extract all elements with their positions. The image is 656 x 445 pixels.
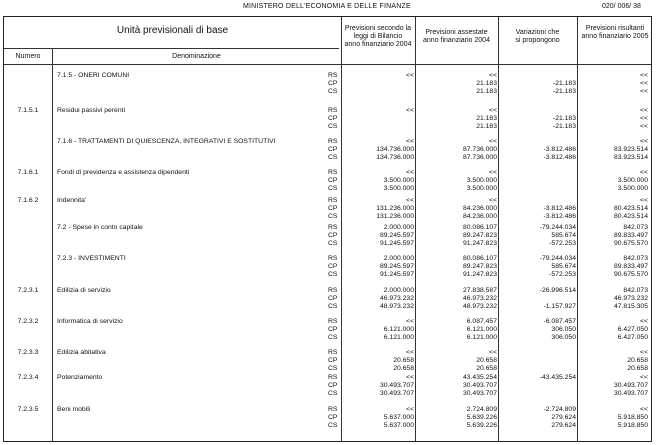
divider: [4, 48, 339, 49]
value-cell: 21.183: [476, 80, 497, 87]
value-cell: 6.121.000: [383, 334, 414, 341]
col-header-line: Previsioni risultanti: [585, 25, 645, 32]
value-cell: 48.973.232: [462, 303, 497, 310]
cp-label: CP: [328, 232, 338, 239]
value-cell: -572.253: [549, 240, 576, 247]
value-cell: <<: [640, 107, 648, 114]
unita-header: Unità previsionali di base: [116, 25, 229, 36]
col-previsioni-legge: [341, 25, 415, 49]
row-denomination: Edilizia di servizio: [57, 287, 111, 294]
value-cell: 30.493.707: [613, 382, 648, 389]
value-cell: 91.245.597: [379, 240, 414, 247]
value-cell: 89.247.823: [462, 232, 497, 239]
value-cell: <<: [489, 107, 497, 114]
value-cell: 5.639.226: [466, 422, 497, 429]
numero-header: Numero: [15, 53, 41, 60]
value-cell: 5.639.226: [466, 414, 497, 421]
row-denomination: Beni mobili: [57, 406, 91, 413]
value-cell: 2.000.000: [383, 255, 414, 262]
rs-label: RS: [328, 224, 338, 231]
value-cell: <<: [406, 318, 414, 325]
value-cell: 30.493.707: [462, 382, 497, 389]
value-cell: 5.918.850: [617, 414, 648, 421]
value-cell: 84.236.000: [462, 213, 497, 220]
value-cell: 89.245.597: [379, 263, 414, 270]
value-cell: 131.236.000: [376, 205, 414, 212]
cs-label: CS: [328, 390, 338, 397]
divider: [415, 17, 416, 441]
cs-label: CS: [328, 88, 338, 95]
rs-label: RS: [328, 287, 338, 294]
row-number: 7.2.3.3: [17, 349, 39, 356]
value-cell: 89.247.823: [462, 263, 497, 270]
value-cell: 30.493.707: [462, 390, 497, 397]
value-cell: 87.736.000: [462, 146, 497, 153]
value-cell: -1.157.927: [543, 303, 576, 310]
value-cell: 20.658: [627, 365, 648, 372]
value-cell: 20.658: [476, 357, 497, 364]
row-denomination: Edilizia abitativa: [57, 349, 106, 356]
cp-label: CP: [328, 146, 338, 153]
col-header-line: anno finanziario 2004: [344, 41, 412, 48]
ministry-title: MINISTERO DELL'ECONOMIA E DELLE FINANZE: [243, 3, 411, 10]
value-cell: 46.973.232: [613, 295, 648, 302]
value-cell: <<: [640, 169, 648, 176]
value-cell: -21.183: [552, 80, 576, 87]
cp-label: CP: [328, 414, 338, 421]
col-header-line: Variazioni che: [515, 29, 560, 36]
value-cell: 20.658: [627, 357, 648, 364]
value-cell: 5.918.850: [617, 422, 648, 429]
row-number: 7.2.3.1: [17, 287, 39, 294]
value-cell: 842.073: [623, 255, 648, 262]
value-cell: 91.247.823: [462, 271, 497, 278]
value-cell: <<: [640, 197, 648, 204]
value-cell: 80.423.514: [613, 205, 648, 212]
rs-label: RS: [328, 406, 338, 413]
value-cell: 6.087.457: [466, 318, 497, 325]
col-previsioni-assestate: [415, 29, 498, 45]
rs-label: RS: [328, 374, 338, 381]
divider: [52, 48, 53, 441]
row-number: 7.2.3.4: [17, 374, 39, 381]
value-cell: 30.493.707: [613, 390, 648, 397]
col-header-line: si propongono: [515, 37, 560, 44]
value-cell: -3.812.486: [543, 154, 576, 161]
row-denomination: Potenziamento: [57, 374, 103, 381]
value-cell: <<: [489, 197, 497, 204]
divider: [577, 17, 578, 441]
value-cell: 306.050: [551, 326, 576, 333]
value-cell: 27.838.587: [462, 287, 497, 294]
value-cell: -3.812.486: [543, 213, 576, 220]
value-cell: <<: [489, 138, 497, 145]
value-cell: 6.121.000: [466, 326, 497, 333]
col-header-line: anno finanziario 2004: [423, 37, 490, 44]
value-cell: 585.674: [551, 263, 576, 270]
value-cell: -21.183: [552, 88, 576, 95]
cp-label: CP: [328, 295, 338, 302]
rs-label: RS: [328, 255, 338, 262]
cs-label: CS: [328, 334, 338, 341]
value-cell: 20.658: [393, 365, 414, 372]
value-cell: <<: [406, 169, 414, 176]
col-variazioni: [498, 29, 577, 45]
cs-label: CS: [328, 271, 338, 278]
value-cell: <<: [406, 72, 414, 79]
row-number: 7.1.6.1: [17, 169, 39, 176]
value-cell: 6.121.000: [466, 334, 497, 341]
value-cell: 91.247.823: [462, 240, 497, 247]
value-cell: <<: [640, 349, 648, 356]
row-denomination: Informatica di servizio: [57, 318, 123, 325]
value-cell: 46.973.232: [462, 295, 497, 302]
budget-table: [3, 16, 652, 442]
row-denomination: 7.1.6 - TRATTAMENTI DI QUIESCENZA, INTEGRATIVI E SOSTITUTIVI: [57, 138, 276, 145]
page-header: [0, 3, 656, 15]
value-cell: <<: [640, 72, 648, 79]
value-cell: <<: [406, 197, 414, 204]
cs-label: CS: [328, 240, 338, 247]
value-cell: 279.624: [551, 414, 576, 421]
row-number: 7.1.5.1: [17, 107, 39, 114]
value-cell: 89.833.497: [613, 232, 648, 239]
value-cell: -21.183: [552, 115, 576, 122]
value-cell: 306.050: [551, 334, 576, 341]
value-cell: <<: [406, 138, 414, 145]
value-cell: 3.500.000: [383, 177, 414, 184]
value-cell: 90.675.570: [613, 240, 648, 247]
value-cell: -6.087.457: [543, 318, 576, 325]
value-cell: 84.236.000: [462, 205, 497, 212]
value-cell: 134.736.000: [376, 146, 414, 153]
value-cell: 80.086.107: [462, 224, 497, 231]
row-number: 7.1.6.2: [17, 197, 39, 204]
value-cell: 30.493.707: [379, 382, 414, 389]
cp-label: CP: [328, 115, 338, 122]
cs-label: CS: [328, 213, 338, 220]
rs-label: RS: [328, 349, 338, 356]
value-cell: <<: [489, 72, 497, 79]
value-cell: 87.736.000: [462, 154, 497, 161]
col-previsioni-risultanti: [577, 25, 653, 41]
value-cell: <<: [640, 80, 648, 87]
value-cell: <<: [406, 374, 414, 381]
value-cell: 279.624: [551, 422, 576, 429]
value-cell: 6.427.050: [617, 334, 648, 341]
cp-label: CP: [328, 205, 338, 212]
value-cell: 6.121.000: [383, 326, 414, 333]
col-header-line: anno finanziario 2005: [581, 33, 649, 40]
value-cell: 21.183: [476, 123, 497, 130]
value-cell: 80.086.107: [462, 255, 497, 262]
value-cell: 89.245.597: [379, 232, 414, 239]
value-cell: 90.675.570: [613, 271, 648, 278]
row-denomination: 7.2.3 - INVESTIMENTI: [57, 255, 126, 262]
value-cell: 80.423.514: [613, 213, 648, 220]
value-cell: 842.073: [623, 287, 648, 294]
cp-label: CP: [328, 357, 338, 364]
rs-label: RS: [328, 138, 338, 145]
value-cell: -79.244.034: [539, 255, 576, 262]
value-cell: 43.435.254: [462, 374, 497, 381]
value-cell: <<: [406, 107, 414, 114]
value-cell: 5.637.000: [383, 422, 414, 429]
value-cell: -3.812.486: [543, 205, 576, 212]
value-cell: <<: [640, 115, 648, 122]
value-cell: <<: [489, 169, 497, 176]
value-cell: 30.493.707: [379, 390, 414, 397]
value-cell: <<: [406, 406, 414, 413]
rs-label: RS: [328, 107, 338, 114]
cp-label: CP: [328, 382, 338, 389]
value-cell: -79.244.034: [539, 224, 576, 231]
page-code: 020/ 006/ 38: [602, 3, 641, 10]
row-denomination: Residui passivi perenti: [57, 107, 126, 114]
cs-label: CS: [328, 123, 338, 130]
value-cell: 3.500.000: [617, 185, 648, 192]
row-denomination: 7.1.5 - ONERI COMUNI: [57, 72, 130, 79]
cs-label: CS: [328, 365, 338, 372]
value-cell: <<: [640, 88, 648, 95]
value-cell: 47.815.305: [613, 303, 648, 310]
value-cell: 3.500.000: [617, 177, 648, 184]
row-denomination: Indennita': [57, 197, 87, 204]
value-cell: 585.674: [551, 232, 576, 239]
cp-label: CP: [328, 326, 338, 333]
value-cell: 89.833.497: [613, 263, 648, 270]
value-cell: <<: [640, 318, 648, 325]
value-cell: 3.500.000: [466, 185, 497, 192]
value-cell: <<: [406, 349, 414, 356]
rs-label: RS: [328, 72, 338, 79]
value-cell: 842.073: [623, 224, 648, 231]
value-cell: <<: [640, 374, 648, 381]
value-cell: 20.658: [476, 365, 497, 372]
cs-label: CS: [328, 185, 338, 192]
value-cell: 20.658: [393, 357, 414, 364]
value-cell: 83.923.514: [613, 154, 648, 161]
cp-label: CP: [328, 263, 338, 270]
cp-label: CP: [328, 177, 338, 184]
rs-label: RS: [328, 197, 338, 204]
cs-label: CS: [328, 303, 338, 310]
value-cell: 48.973.232: [379, 303, 414, 310]
divider: [4, 64, 651, 65]
value-cell: 21.183: [476, 115, 497, 122]
value-cell: 6.427.050: [617, 326, 648, 333]
row-denomination: Fondi di previdenza e assistenza dipendenti: [57, 169, 190, 176]
value-cell: 46.973.232: [379, 295, 414, 302]
value-cell: 83.923.514: [613, 146, 648, 153]
value-cell: <<: [489, 349, 497, 356]
col-header-line: Previsioni secondo la: [344, 25, 412, 32]
value-cell: -21.183: [552, 123, 576, 130]
value-cell: <<: [640, 123, 648, 130]
cs-label: CS: [328, 422, 338, 429]
col-header-line: leggi di Bilancio: [353, 33, 403, 40]
value-cell: 2.724.809: [466, 406, 497, 413]
rs-label: RS: [328, 169, 338, 176]
cp-label: CP: [328, 80, 338, 87]
value-cell: 2.000.000: [383, 287, 414, 294]
value-cell: <<: [640, 406, 648, 413]
value-cell: 21.183: [476, 88, 497, 95]
value-cell: -43.435.254: [539, 374, 576, 381]
value-cell: <<: [640, 138, 648, 145]
row-number: 7.2.3.2: [17, 318, 39, 325]
value-cell: 91.245.597: [379, 271, 414, 278]
divider: [498, 17, 499, 441]
denominazione-header: Denominazione: [172, 53, 221, 60]
value-cell: 2.000.000: [383, 224, 414, 231]
row-denomination: 7.2 - Spese in conto capitale: [57, 224, 143, 231]
value-cell: -3.812.486: [543, 146, 576, 153]
col-header-line: Previsioni assestate: [425, 29, 488, 36]
value-cell: 3.500.000: [383, 185, 414, 192]
value-cell: 5.637.000: [383, 414, 414, 421]
row-number: 7.2.3.5: [17, 406, 39, 413]
value-cell: 131.236.000: [376, 213, 414, 220]
value-cell: -572.253: [549, 271, 576, 278]
value-cell: -26.996.514: [539, 287, 576, 294]
rs-label: RS: [328, 318, 338, 325]
value-cell: 134.736.000: [376, 154, 414, 161]
value-cell: -2.724.809: [543, 406, 576, 413]
cs-label: CS: [328, 154, 338, 161]
value-cell: 3.500.000: [466, 177, 497, 184]
